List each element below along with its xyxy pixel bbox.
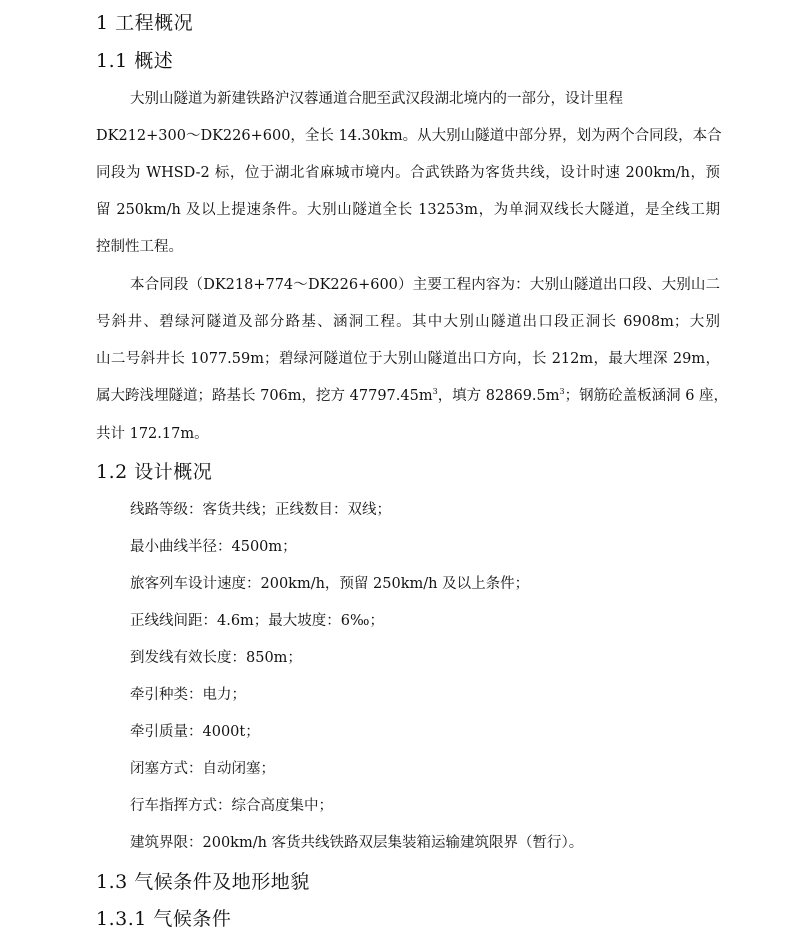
section-1-2-title: 1.2 设计概况 xyxy=(96,461,213,483)
design-item: 闭塞方式：自动闭塞； xyxy=(130,761,275,777)
design-item: 最小曲线半径：4500m； xyxy=(130,539,297,555)
line4-part-c: ；钢筋砼盖板涵洞 6 座， xyxy=(564,388,729,404)
design-item: 旅客列车设计速度：200km/h，预留 250km/h 及以上条件； xyxy=(130,576,530,592)
overview-para2-line3: 山二号斜井长 1077.59m；碧绿河隧道位于大别山隧道出口方向，长 212m，最大埋深 29m， xyxy=(96,351,720,367)
line4-part-b: ，填方 82869.5m xyxy=(437,388,560,404)
design-item: 到发线有效长度：850m； xyxy=(130,650,302,666)
overview-para1-line1: 大别山隧道为新建铁路沪汉蓉通道合肥至武汉段湖北境内的一部分，设计里程 xyxy=(130,91,623,107)
section-1-3-title: 1.3 气候条件及地形地貌 xyxy=(96,871,310,893)
design-item: 牵引质量：4000t； xyxy=(130,724,260,740)
overview-para2-line1: 本合同段（DK218+774～DK226+600）主要工程内容为：大别山隧道出口段、大别山二 xyxy=(130,277,720,293)
overview-para2-line5: 共计 172.17m。 xyxy=(96,426,209,442)
overview-para1-line2: DK212+300～DK226+600，全长 14.30km。从大别山隧道中部分界，划为两个合同段，本合 xyxy=(96,128,722,144)
design-item: 线路等级：客货共线；正线数目：双线； xyxy=(130,502,391,518)
cubic-superscript-2: 3 xyxy=(559,387,565,397)
chapter-title: 1 工程概况 xyxy=(96,12,194,34)
design-item: 行车指挥方式：综合高度集中； xyxy=(130,798,333,814)
overview-para2-line4 xyxy=(96,386,729,406)
overview-para1-line3: 同段为 WHSD-2 标，位于湖北省麻城市境内。合武铁路为客货共线，设计时速 200km/h，预 xyxy=(96,165,720,181)
cubic-superscript-1: 3 xyxy=(432,387,438,397)
section-1-3-1-title: 1.3.1 气候条件 xyxy=(96,908,232,930)
section-1-1-title: 1.1 概述 xyxy=(96,50,174,72)
design-item: 正线线间距：4.6m；最大坡度：6‰； xyxy=(130,613,384,629)
design-item: 牵引种类：电力； xyxy=(130,687,246,703)
line4-part-a: 属大跨浅埋隧道；路基长 706m，挖方 47797.45m xyxy=(96,388,433,404)
overview-para2-line2: 号斜井、碧绿河隧道及部分路基、涵洞工程。其中大别山隧道出口段正洞长 6908m；大别 xyxy=(96,314,720,330)
overview-para1-line5: 控制性工程。 xyxy=(96,239,183,255)
overview-para1-line4: 留 250km/h 及以上提速条件。大别山隧道全长 13253m，为单洞双线长大隧道，是全线工期 xyxy=(96,202,720,218)
design-item: 建筑界限：200km/h 客货共线铁路双层集装箱运输建筑限界（暂行）。 xyxy=(130,835,584,851)
